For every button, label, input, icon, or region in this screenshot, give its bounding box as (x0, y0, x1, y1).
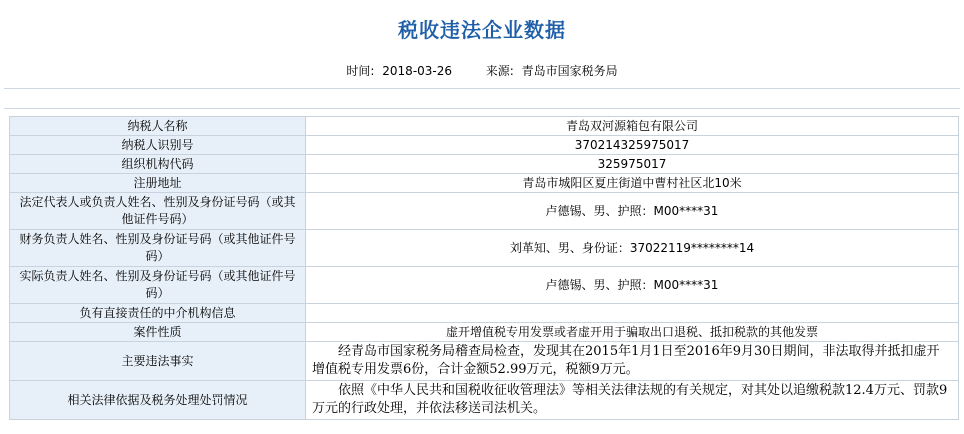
source-label: 来源: (485, 64, 514, 78)
row-value-case-nature: 虚开增值税专用发票或者虚开用于骗取出口退税、抵扣税款的其他发票 (306, 323, 959, 342)
table-row (10, 267, 959, 304)
row-label-legal-representative: 法定代表人或负责人姓名、性别及身份证号码（或其他证件号码） (10, 193, 306, 230)
time-label: 时间: (346, 64, 375, 78)
row-label-registered-address: 注册地址 (10, 174, 306, 193)
page-title: 税收违法企业数据 (398, 18, 566, 42)
table-row (10, 323, 959, 342)
row-value-legal-basis: 依照《中华人民共和国税收征收管理法》等相关法律法规的有关规定，对其处以追缴税款12.4万元、罚款9万元的行政处理，并依法移送司法机关。 (306, 381, 959, 420)
row-label-org-code: 组织机构代码 (10, 155, 306, 174)
row-label-taxpayer-id: 纳税人识别号 (10, 136, 306, 155)
table-row (10, 117, 959, 136)
row-value-legal-representative: 卢德锡、男、护照：M00****31 (306, 193, 959, 230)
row-value-actual-manager: 卢德锡、男、护照：M00****31 (306, 267, 959, 304)
row-value-taxpayer-name: 青岛双河源箱包有限公司 (306, 117, 959, 136)
table-row (10, 304, 959, 323)
row-value-org-code: 325975017 (306, 155, 959, 174)
row-label-main-facts: 主要违法事实 (10, 342, 306, 381)
row-value-intermediary-info (306, 304, 959, 323)
source-value: 青岛市国家税务局 (521, 64, 618, 78)
row-label-finance-manager: 财务负责人姓名、性别及身份证号码（或其他证件号码） (10, 230, 306, 267)
table-row (10, 342, 959, 381)
row-label-actual-manager: 实际负责人姓名、性别及身份证号码（或其他证件号码） (10, 267, 306, 304)
row-label-legal-basis: 相关法律依据及税务处理处罚情况 (10, 381, 306, 420)
table-row (10, 136, 959, 155)
row-value-main-facts: 经青岛市国家税务局稽查局检查，发现其在2015年1月1日至2016年9月30日期间，非法取得并抵扣虚开增值税专用发票6份，合计金额52.99万元，税额9万元。 (306, 342, 959, 381)
row-label-intermediary-info: 负有直接责任的中介机构信息 (10, 304, 306, 323)
table-row (10, 174, 959, 193)
row-value-taxpayer-id: 370214325975017 (306, 136, 959, 155)
time-value: 2018-03-26 (382, 64, 453, 78)
table-row (10, 155, 959, 174)
article-meta (0, 62, 964, 79)
table-row (10, 230, 959, 267)
table-row (10, 381, 959, 420)
divider-bottom (4, 108, 960, 109)
row-label-case-nature: 案件性质 (10, 323, 306, 342)
divider-top (4, 88, 960, 89)
row-label-taxpayer-name: 纳税人名称 (10, 117, 306, 136)
row-value-registered-address: 青岛市城阳区夏庄街道中曹村社区北10米 (306, 174, 959, 193)
row-value-finance-manager: 刘革知、男、身份证：37022119********14 (306, 230, 959, 267)
table-row (10, 193, 959, 230)
tax-violation-table (9, 116, 959, 420)
